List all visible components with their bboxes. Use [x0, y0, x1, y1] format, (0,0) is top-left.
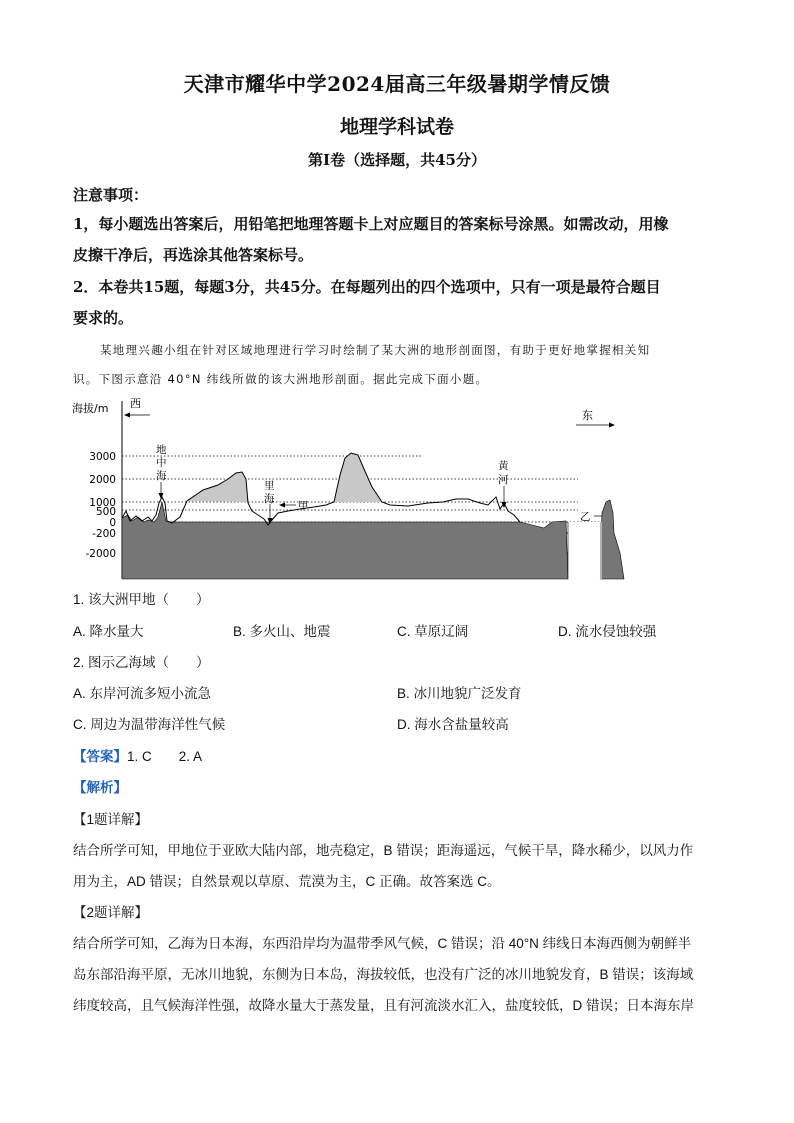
q2-detail-line3: 纬度较高，且气候海洋性强，故降水量大于蒸发量，且有河流淡水汇入，盐度较低，D 错误；日本海东岸: [73, 998, 694, 1013]
question-1-stem: 1. 该大洲甲地（ ）: [73, 592, 210, 607]
tick-1000: 1000: [89, 497, 116, 509]
question-1-option-a[interactable]: A. 降水量大: [73, 624, 144, 639]
question-2-stem: 2. 图示乙海域（ ）: [73, 655, 210, 670]
section-title: 第Ⅰ卷（选择题，共45分）: [308, 151, 486, 169]
terrain-profile-figure: [68, 393, 630, 583]
q1-detail-line2: 用为主，AD 错误；自然景观以草原、荒漠为主，C 正确。故答案选 C。: [73, 874, 501, 889]
label-yellow-river-1: 黄: [498, 460, 509, 472]
notes-item2-line1: 2．本卷共15题，每题3分，共45分。在每题列出的四个选项中，只有一项是最符合题目: [73, 278, 661, 296]
west-arrowhead: [124, 413, 130, 418]
subject-title: 地理学科试卷: [339, 116, 454, 138]
label-mediterranean-3: 海: [156, 470, 167, 482]
question-2-option-b[interactable]: B. 冰川地貌广泛发育: [397, 686, 522, 701]
question-1-option-d[interactable]: D. 流水侵蚀较强: [558, 624, 657, 639]
y-axis-label: 海拔/m: [72, 402, 109, 415]
notes-item2-line2: 要求的。: [73, 309, 134, 327]
q2-detail-heading: 【2题详解】: [73, 905, 149, 920]
analysis-label: 【解析】: [73, 780, 127, 795]
answer-label: 【答案】: [73, 749, 127, 764]
label-caspian-2: 海: [264, 493, 275, 505]
notes-item1-line2: 皮擦干净后，再选涂其他答案标号。: [73, 246, 314, 264]
exam-title: 天津市耀华中学2024届高三年级暑期学情反馈: [183, 72, 611, 96]
highland-fill-central: [334, 453, 382, 502]
sea-gap: [568, 522, 602, 579]
east-label: 东: [582, 409, 593, 422]
label-mediterranean-2: 中: [156, 457, 167, 469]
tick-500: 500: [95, 506, 116, 518]
highland-fill-west: [187, 472, 248, 502]
west-label: 西: [130, 397, 141, 410]
q1-detail-heading: 【1题详解】: [73, 812, 149, 827]
east-arrowhead: [609, 423, 615, 428]
answer-text: 1. C 2. A: [127, 749, 203, 764]
label-mediterranean-1: 地: [156, 444, 167, 456]
tick-minus2000: -2000: [85, 548, 116, 560]
q2-detail-line1: 结合所学可知，乙海为日本海，东西沿岸均为温带季风气候，C 错误；沿 40°N 纬线日本海西侧为朝鲜半: [73, 936, 692, 951]
notes-heading: 注意事项：: [73, 186, 149, 204]
label-caspian-1: 里: [264, 480, 275, 492]
q1-detail-line1: 结合所学可知，甲地位于亚欧大陆内部，地壳稳定，B 错误；距海遥远，气候干旱，降水稀少，以风力作: [73, 843, 694, 858]
question-1-option-b[interactable]: B. 多火山、地震: [233, 624, 331, 639]
question-2-option-d[interactable]: D. 海水含盐量较高: [397, 717, 509, 732]
question-2-option-a[interactable]: A. 东岸河流多短小流急: [73, 686, 212, 701]
q2-detail-line2: 岛东部沿海平原，无冰川地貌，东侧为日本岛，海拔较低，也没有广泛的冰川地貌发育，B 错误；该海域: [73, 967, 694, 982]
crust-block-west: [122, 502, 568, 579]
label-yellow-river-2: 河: [498, 474, 509, 486]
tick-0: 0: [109, 517, 116, 529]
question-1-option-c[interactable]: C. 草原辽阔: [397, 624, 469, 639]
tick-minus200: -200: [92, 528, 116, 540]
question-2-option-c[interactable]: C. 周边为温带海洋性气候: [73, 717, 226, 732]
label-jia: 甲: [298, 500, 309, 512]
tick-3000: 3000: [89, 451, 116, 463]
analysis-line: [73, 776, 723, 796]
label-yi: 乙: [580, 511, 591, 523]
notes-item1-line1: 1，每小题选出答案后，用铅笔把地理答题卡上对应题目的答案标号涂黑。如需改动，用橡: [73, 215, 669, 233]
intro-line1: 某地理兴趣小组在针对区域地理进行学习时绘制了某大洲的地形剖面图，有助于更好地掌握相关知: [100, 343, 651, 357]
jia-arrowhead: [279, 503, 285, 508]
intro-line2: 识。下图示意沿 40°N 纬线所做的该大洲地形剖面。据此完成下面小题。: [73, 372, 489, 386]
crust-block-east: [600, 500, 624, 579]
terrain-profile-line: [122, 453, 520, 525]
answer-line: [73, 745, 723, 765]
tick-2000: 2000: [89, 474, 116, 486]
